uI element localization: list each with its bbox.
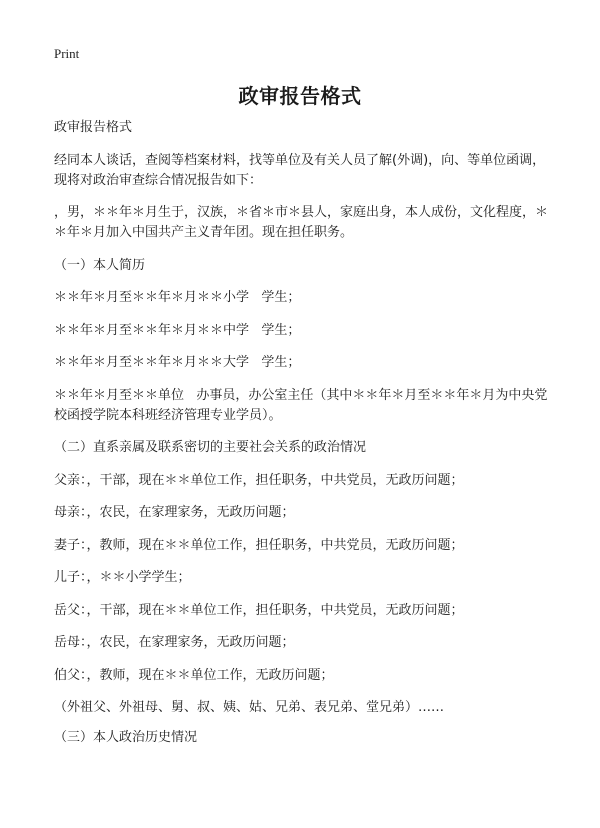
relative-item: 父亲：，干部，现在＊＊单位工作，担任职务，中共党员，无政历问题； — [54, 472, 464, 488]
relative-item: 妻子：，教师，现在＊＊单位工作，担任职务，中共党员，无政历问题； — [54, 537, 464, 553]
relative-item: 岳父：，干部，现在＊＊单位工作，担任职务，中共党员，无政历问题； — [54, 602, 464, 618]
relative-item: 伯父：，教师，现在＊＊单位工作，无政历问题； — [54, 667, 334, 683]
section-heading-resume: （一）本人简历 — [54, 257, 146, 273]
section-heading-relatives: （二）直系亲属及联系密切的主要社会关系的政治情况 — [54, 440, 367, 455]
intro-paragraph: 经同本人谈话，查阅等档案材料，找等单位及有关人员了解(外调)，向、等单位函调，现将对政治审查综合情况报告如下： — [54, 152, 546, 188]
relative-item: 儿子：，＊＊小学学生； — [54, 570, 191, 585]
resume-item: ＊＊年＊月至＊＊单位 办事员，办公室主任（其中＊＊年＊月至＊＊年＊月为中央党校函授学院本科班经济管理专业学员）。 — [54, 387, 548, 423]
resume-item: ＊＊年＊月至＊＊年＊月＊＊小学 学生； — [54, 290, 301, 305]
section-heading-political-history: （三）本人政治历史情况 — [54, 730, 198, 745]
resume-item: ＊＊年＊月至＊＊年＊月＊＊中学 学生； — [54, 322, 301, 338]
resume-item: ＊＊年＊月至＊＊年＊月＊＊大学 学生； — [54, 355, 301, 370]
relative-item: 母亲：，农民，在家理家务，无政历问题； — [54, 505, 295, 520]
personal-info-paragraph: ，男，＊＊年＊月生于，汉族，＊省＊市＊县人，家庭出身，本人成份，文化程度，＊＊年＊月加入中国共产主义青年团。现在担任职务。 — [54, 205, 549, 240]
relative-item: 岳母：，农民，在家理家务，无政历问题； — [54, 635, 295, 650]
print-link[interactable]: Print — [54, 46, 80, 61]
document-body — [54, 118, 554, 761]
document-title: 政审报告格式 — [238, 84, 362, 108]
subtitle-paragraph: 政审报告格式 — [54, 120, 133, 135]
relatives-note: （外祖父、外祖母、舅、叔、姨、姑、兄弟、表兄弟、堂兄弟）…… — [54, 700, 445, 715]
